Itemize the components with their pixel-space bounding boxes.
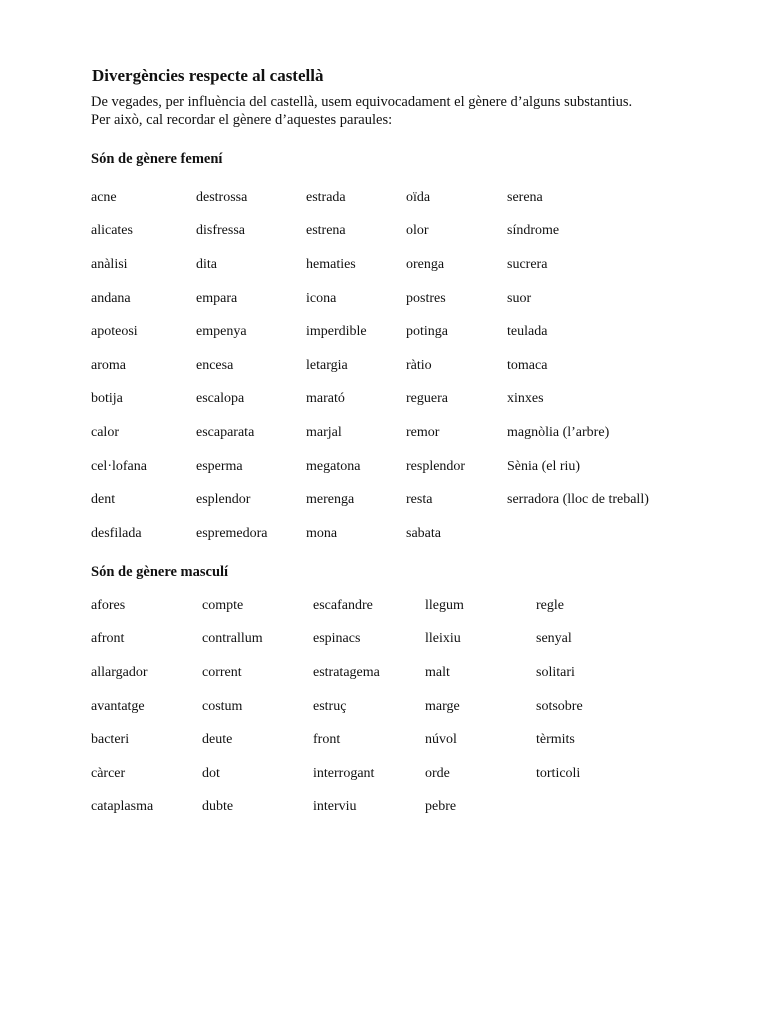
table-row xyxy=(91,757,646,791)
word-cell: ràtio xyxy=(406,357,432,373)
table-row xyxy=(91,517,677,551)
word-cell: potinga xyxy=(406,324,448,340)
table-row xyxy=(91,623,646,657)
word-cell: estruç xyxy=(313,698,347,714)
masculine-word-table xyxy=(91,589,646,824)
table-row xyxy=(91,248,677,282)
table-row xyxy=(91,416,677,450)
word-cell: sabata xyxy=(406,525,441,541)
word-cell: icona xyxy=(306,290,337,306)
word-cell: núvol xyxy=(425,732,457,748)
word-cell: afores xyxy=(91,597,126,613)
word-cell: oïda xyxy=(406,189,431,205)
table-row xyxy=(91,690,646,724)
table-row xyxy=(91,483,677,517)
word-cell: marjal xyxy=(306,424,342,440)
word-cell: escaparata xyxy=(196,424,255,440)
word-cell: empenya xyxy=(196,324,247,340)
word-cell: estratagema xyxy=(313,664,380,680)
word-cell: xinxes xyxy=(507,391,544,407)
word-cell: escalopa xyxy=(196,391,245,407)
word-cell: malt xyxy=(425,664,450,680)
word-cell: teulada xyxy=(507,324,548,340)
word-cell: botija xyxy=(91,391,123,407)
word-cell: interrogant xyxy=(313,765,375,781)
word-cell: orenga xyxy=(406,256,445,272)
table-row xyxy=(91,315,677,349)
feminine-word-table xyxy=(91,181,677,551)
word-cell: càrcer xyxy=(91,765,126,781)
word-cell: imperdible xyxy=(306,324,367,340)
word-cell: dita xyxy=(196,256,217,272)
word-cell: avantatge xyxy=(91,698,145,714)
word-cell: deute xyxy=(202,732,233,748)
word-cell: sucrera xyxy=(507,256,548,272)
table-row xyxy=(91,349,677,383)
word-cell: serradora (lloc de treball) xyxy=(507,492,649,508)
word-cell: resplendor xyxy=(406,458,466,474)
word-cell: magnòlia (l’arbre) xyxy=(507,424,610,440)
word-cell: estrada xyxy=(306,189,346,205)
table-row xyxy=(91,181,677,215)
word-cell: encesa xyxy=(196,357,234,373)
word-cell: front xyxy=(313,732,341,748)
word-cell: desfilada xyxy=(91,525,142,541)
word-cell: regle xyxy=(536,597,564,613)
table-row xyxy=(91,791,646,825)
word-cell: dot xyxy=(202,765,220,781)
word-cell: destrossa xyxy=(196,189,248,205)
word-cell: Sènia (el riu) xyxy=(507,458,581,474)
word-cell: megatona xyxy=(306,458,361,474)
word-cell: postres xyxy=(406,290,446,306)
intro-line-2: Per això, cal recordar el gènere d’aquestes paraules: xyxy=(91,112,393,128)
table-row xyxy=(91,450,677,484)
word-cell: dent xyxy=(91,492,116,508)
word-cell: estrena xyxy=(306,223,346,239)
page-title: Divergències respecte al castellà xyxy=(92,66,324,85)
word-cell: acne xyxy=(91,189,117,205)
word-cell: anàlisi xyxy=(91,256,128,272)
word-cell: suor xyxy=(507,290,532,306)
word-cell: apoteosi xyxy=(91,324,138,340)
word-cell: alicates xyxy=(91,223,133,239)
word-cell: contrallum xyxy=(202,631,263,647)
feminine-heading: Són de gènere femení xyxy=(91,151,223,167)
word-cell: afront xyxy=(91,631,125,647)
word-cell: interviu xyxy=(313,799,357,815)
word-cell: mona xyxy=(306,525,338,541)
word-cell: bacteri xyxy=(91,732,130,748)
word-cell: andana xyxy=(91,290,131,306)
word-cell: merenga xyxy=(306,492,355,508)
word-cell: senyal xyxy=(536,631,572,647)
word-cell: síndrome xyxy=(507,223,560,239)
word-cell: allargador xyxy=(91,664,148,680)
word-cell: cataplasma xyxy=(91,799,154,815)
word-cell: aroma xyxy=(91,357,126,373)
word-cell: marge xyxy=(425,698,460,714)
word-cell: hematies xyxy=(306,256,356,272)
word-cell: orde xyxy=(425,765,450,781)
table-row xyxy=(91,282,677,316)
table-row xyxy=(91,383,677,417)
word-cell: tèrmits xyxy=(536,732,575,748)
masculine-heading: Són de gènere masculí xyxy=(91,564,229,580)
word-cell: tomaca xyxy=(507,357,548,373)
word-cell: lleixiu xyxy=(425,631,461,647)
word-cell: torticoli xyxy=(536,765,581,781)
intro-line-1: De vegades, per influència del castellà, usem equivocadament el gènere d’alguns substantius. xyxy=(91,94,633,110)
word-cell: empara xyxy=(196,290,238,306)
word-cell: disfressa xyxy=(196,223,245,239)
word-cell: calor xyxy=(91,424,119,440)
table-row xyxy=(91,215,677,249)
word-cell: espinacs xyxy=(313,631,361,647)
word-cell: dubte xyxy=(202,799,234,815)
word-cell: letargia xyxy=(306,357,348,373)
word-cell: esplendor xyxy=(196,492,251,508)
table-row xyxy=(91,656,646,690)
word-cell: llegum xyxy=(425,597,464,613)
word-cell: reguera xyxy=(406,391,448,407)
table-row xyxy=(91,723,646,757)
word-cell: solitari xyxy=(536,664,575,680)
word-cell: marató xyxy=(306,391,345,407)
intro-paragraph xyxy=(91,93,711,129)
word-cell: espremedora xyxy=(196,525,268,541)
table-row xyxy=(91,589,646,623)
word-cell: costum xyxy=(202,698,243,714)
word-cell: sotsobre xyxy=(536,698,583,714)
word-cell: remor xyxy=(406,424,440,440)
word-cell: esperma xyxy=(196,458,243,474)
word-cell: olor xyxy=(406,223,429,239)
word-cell: escafandre xyxy=(313,597,373,613)
word-cell: serena xyxy=(507,189,543,205)
word-cell: resta xyxy=(406,492,433,508)
word-cell: cel·lofana xyxy=(91,458,147,474)
word-cell: corrent xyxy=(202,664,242,680)
word-cell: pebre xyxy=(425,799,457,815)
word-cell: compte xyxy=(202,597,244,613)
